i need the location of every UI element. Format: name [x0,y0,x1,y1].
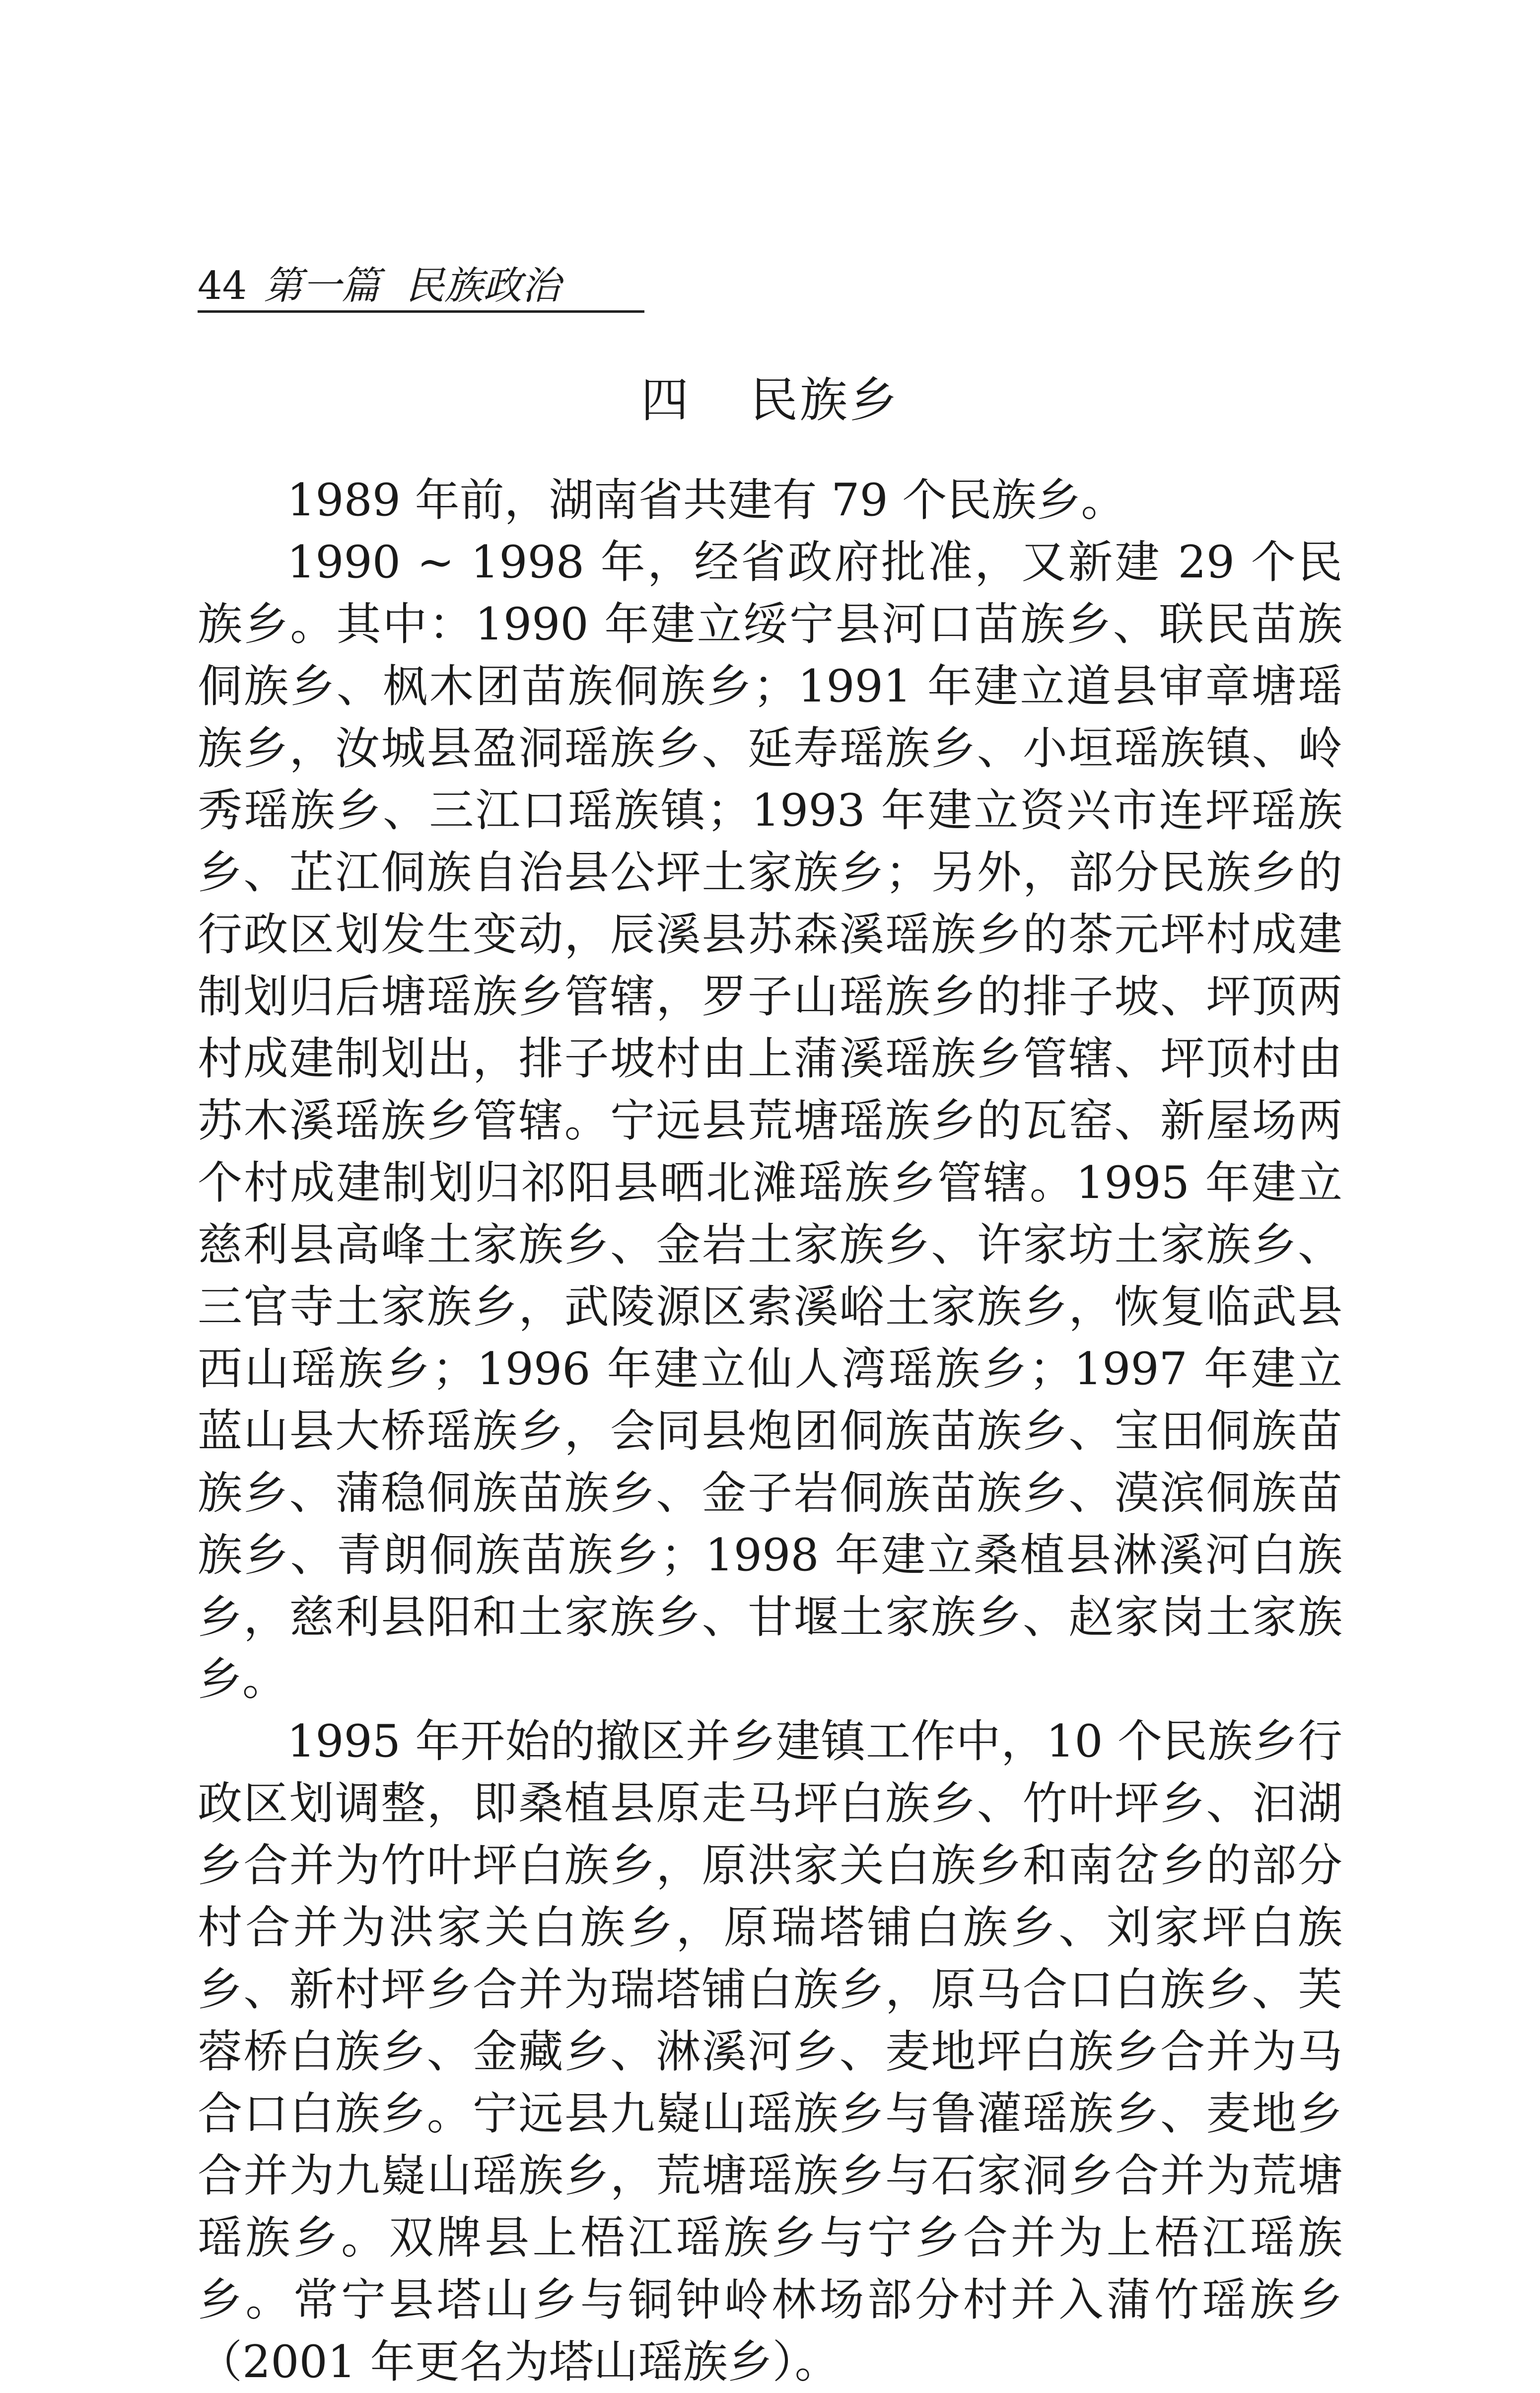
section-heading [0,372,1540,428]
body-text [198,469,1342,2393]
part-title: 第一篇 [264,264,380,308]
chapter-title: 民族政治 [406,264,561,308]
section-title: 民族乡 [750,372,899,428]
page-number: 44 [198,264,247,308]
section-number: 四 [641,372,691,428]
running-header [198,258,644,313]
paragraph-3: 1995 年开始的撤区并乡建镇工作中，10 个民族乡行政区划调整，即桑植县原走马坪白族乡、竹叶坪乡、汩湖乡合并为竹叶坪白族乡，原洪家关白族乡和南岔乡的部分村合并为洪家关白族乡，原瑞塔铺白族乡、刘家坪白族乡、新村坪乡合并为瑞塔铺白族乡，原马合口白族乡、芙蓉桥白族乡、金藏乡、淋溪河乡、麦地坪白族乡合并为马合口白族乡。宁远县九嶷山瑶族乡与鲁灌瑶族乡、麦地乡合并为九嶷山瑶族乡，荒塘瑶族乡与石家洞乡合并为荒塘瑶族乡。双牌县上梧江瑶族乡与宁乡合并为上梧江瑶族乡。常宁县塔山乡与铜钟岭林场部分村并入蒲竹瑶族乡（2001 年更名为塔山瑶族乡）。 [198,1715,1342,2388]
paragraph-2: 1990 ~ 1998 年，经省政府批准，又新建 29 个民族乡。其中：1990 年建立绥宁县河口苗族乡、联民苗族侗族乡、枫木团苗族侗族乡；1991 年建立道县审章塘瑶族乡，汝城县盈洞瑶族乡、延寿瑶族乡、小垣瑶族镇、岭秀瑶族乡、三江口瑶族镇；1993 年建立资兴市连坪瑶族乡、芷江侗族自治县公坪土家族乡；另外，部分民族乡的行政区划发生变动，辰溪县苏森溪瑶族乡的茶元坪村成建制划归后塘瑶族乡管辖，罗子山瑶族乡的排子坡、坪顶两村成建制划出，排子坡村由上蒲溪瑶族乡管辖、坪顶村由苏木溪瑶族乡管辖。宁远县荒塘瑶族乡的瓦窑、新屋场两个村成建制划归祁阳县晒北滩瑶族乡管辖。1995 年建立慈利县高峰土家族乡、金岩土家族乡、许家坊土家族乡、三官寺土家族乡，武陵源区索溪峪土家族乡，恢复临武县西山瑶族乡；1996 年建立仙人湾瑶族乡；1997 年建立蓝山县大桥瑶族乡，会同县炮团侗族苗族乡、宝田侗族苗族乡、蒲稳侗族苗族乡、金子岩侗族苗族乡、漠滨侗族苗族乡、青朗侗族苗族乡；1998 年建立桑植县淋溪河白族乡，慈利县阳和土家族乡、甘堰土家族乡、赵家岗土家族乡。 [198,536,1342,1705]
paragraph-1: 1989 年前，湖南省共建有 79 个民族乡。 [287,474,1126,526]
